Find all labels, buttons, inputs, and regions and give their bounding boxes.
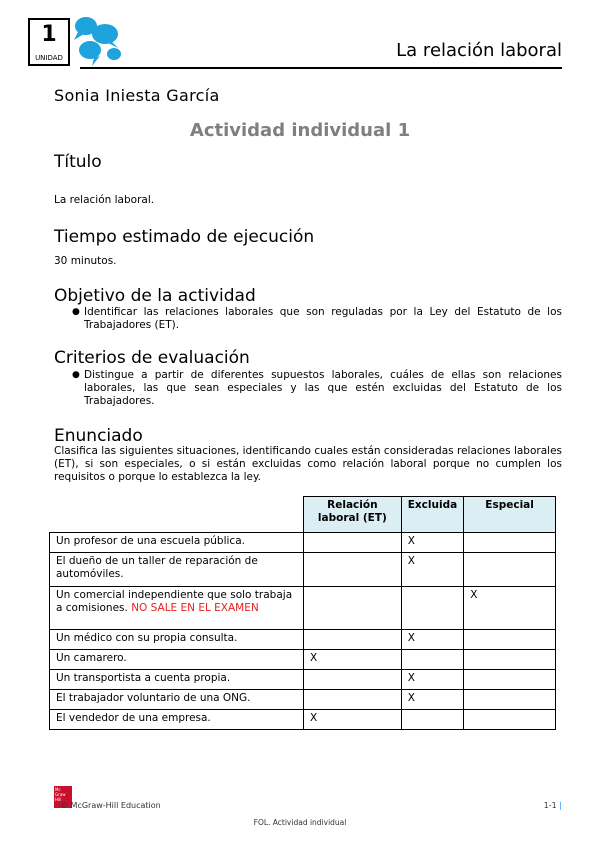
situation-cell xyxy=(50,710,304,730)
table-row xyxy=(50,587,556,630)
situation-text: Un camarero. xyxy=(56,652,127,664)
mark-especial xyxy=(464,650,556,670)
section-heading-titulo: Título xyxy=(54,152,102,172)
activity-title: Actividad individual 1 xyxy=(189,120,411,141)
mark-especial xyxy=(464,670,556,690)
author-name: Sonia Iniesta García xyxy=(54,86,220,105)
titulo-text: La relación laboral. xyxy=(54,194,155,206)
mark-relacion-laboral xyxy=(303,690,401,710)
speech-bubbles-icon xyxy=(72,14,132,70)
mark-relacion-laboral xyxy=(303,670,401,690)
criterios-bullet xyxy=(72,369,562,408)
objetivo-bullet xyxy=(72,306,562,332)
enunciado-text: Clasifica las siguientes situaciones, identificando cuales están consideradas relaciones laborales (ET), si son especiales, o si están excluidas como relación laboral porque no cumplen los requisitos o porque lo establezca la ley. xyxy=(54,445,562,483)
mark-especial xyxy=(464,553,556,587)
section-heading-objetivo: Objetivo de la actividad xyxy=(54,286,256,306)
situation-cell xyxy=(50,553,304,587)
mark-excluida: X xyxy=(401,553,463,587)
table-corner-cell xyxy=(50,497,304,533)
header-relacion-laboral: Relación laboral (ET) xyxy=(303,497,401,533)
situation-text: Un transportista a cuenta propia. xyxy=(56,672,231,684)
situation-text: El vendedor de una empresa. xyxy=(56,712,211,724)
table-row xyxy=(50,670,556,690)
section-heading-enunciado: Enunciado xyxy=(54,426,143,446)
bullet-icon: ● xyxy=(72,370,80,380)
situation-cell xyxy=(50,690,304,710)
situation-text: El dueño de un taller de reparación de automóviles. xyxy=(56,555,258,580)
mark-relacion-laboral: X xyxy=(303,650,401,670)
mark-excluida xyxy=(401,710,463,730)
section-heading-criterios: Criterios de evaluación xyxy=(54,348,250,368)
table-row xyxy=(50,650,556,670)
table-row xyxy=(50,630,556,650)
footer-page-number xyxy=(544,801,562,810)
situation-text: Un médico con su propia consulta. xyxy=(56,632,238,644)
mark-excluida xyxy=(401,650,463,670)
mark-excluida: X xyxy=(401,630,463,650)
mark-relacion-laboral xyxy=(303,533,401,553)
footer-publisher: © McGraw-Hill Education xyxy=(60,801,161,810)
table-row xyxy=(50,690,556,710)
header-excluida: Excluida xyxy=(401,497,463,533)
objetivo-bullet-text: Identificar las relaciones laborales que son reguladas por la Ley del Estatuto de los Trabajadores (ET). xyxy=(84,306,562,331)
situation-cell xyxy=(50,670,304,690)
mark-excluida xyxy=(401,587,463,630)
unit-label: UNIDAD xyxy=(35,54,63,62)
mark-relacion-laboral xyxy=(303,630,401,650)
situation-note: NO SALE EN EL EXAMEN xyxy=(131,602,259,614)
situation-cell xyxy=(50,533,304,553)
situation-text: Un profesor de una escuela pública. xyxy=(56,535,245,547)
header-especial: Especial xyxy=(464,497,556,533)
tiempo-text: 30 minutos. xyxy=(54,255,117,267)
header-divider xyxy=(80,67,562,69)
bullet-icon: ● xyxy=(72,307,80,317)
mark-excluida: X xyxy=(401,670,463,690)
situation-cell xyxy=(50,587,304,630)
table-row xyxy=(50,553,556,587)
mark-relacion-laboral xyxy=(303,587,401,630)
mark-especial xyxy=(464,630,556,650)
header-title: La relación laboral xyxy=(396,40,562,61)
situation-text: Un comercial independiente que solo trabaja a comisiones. xyxy=(56,589,293,614)
mark-especial xyxy=(464,710,556,730)
situation-text: El trabajador voluntario de una ONG. xyxy=(56,692,251,704)
page-separator: | xyxy=(559,801,562,810)
unit-number: 1 xyxy=(41,22,57,47)
situation-cell xyxy=(50,630,304,650)
mark-excluida: X xyxy=(401,690,463,710)
table-row xyxy=(50,533,556,553)
mark-excluida: X xyxy=(401,533,463,553)
mark-especial xyxy=(464,533,556,553)
mark-relacion-laboral xyxy=(303,553,401,587)
page-number: 1-1 xyxy=(543,801,557,810)
criterios-bullet-text: Distingue a partir de diferentes supuestos laborales, cuáles de ellas son relaciones laborales, las que sean especiales y las que estén excluidas del Estatuto de los Trabajadores. xyxy=(84,369,562,407)
footer-course: FOL. Actividad individual xyxy=(253,818,347,827)
table-row xyxy=(50,710,556,730)
mark-especial xyxy=(464,690,556,710)
mark-relacion-laboral: X xyxy=(303,710,401,730)
situation-cell xyxy=(50,650,304,670)
mark-especial: X xyxy=(464,587,556,630)
publisher-logo: Mc Graw Hill xyxy=(54,786,72,808)
table-header-row xyxy=(50,497,556,533)
section-heading-tiempo: Tiempo estimado de ejecución xyxy=(54,227,315,247)
classification-table xyxy=(49,496,556,730)
unit-badge xyxy=(28,18,70,66)
